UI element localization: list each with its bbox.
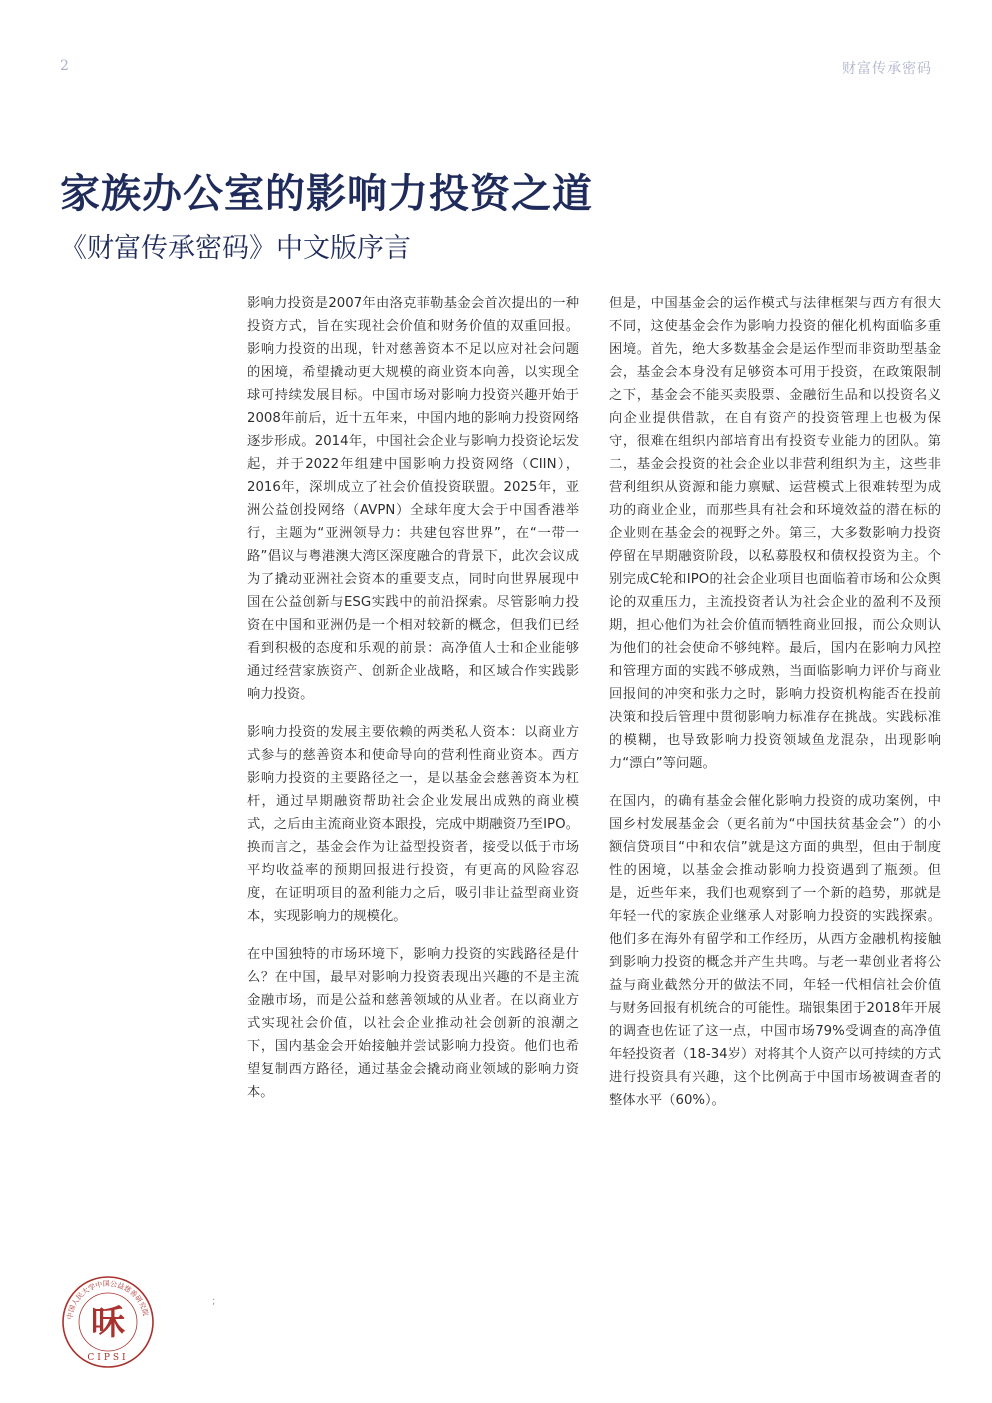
page-title: 家族办公室的影响力投资之道 [60,170,593,217]
seal-logo [60,1274,156,1370]
running-header-title: 财富传承密码 [842,61,932,77]
footnote-mark: ; [212,1296,216,1307]
seal-ring-text: 中国人民大学中国公益慈善研究院 [65,1279,150,1321]
seal-latin-text: CIPSI [87,1353,129,1363]
paragraph: 影响力投资是2007年由洛克菲勒基金会首次提出的一种投资方式，旨在实现社会价值和财务价值的双重回报。影响力投资的出现，针对慈善资本不足以应对社会问题的困境，希望撬动更大规模的商业资本向善，以实现全球可持续发展目标。中国市场对影响力投资兴趣开始于2008年前后，近十五年来，中国内地的影响力投资网络逐步形成。2014年，中国社会企业与影响力投资论坛发起，并于2022年组建中国影响力投资网络（CIIN），2016年，深圳成立了社会价值投资联盟。2025年，亚洲公益创投网络（AVPN）全球年度大会于中国香港举行，主题为“亚洲领导力：共建包容世界”，在“一带一路”倡议与粤港澳大湾区深度融合的背景下，此次会议成为了撬动亚洲社会资本的重要支点，同时向世界展现中国在公益创新与ESG实践中的前沿探索。尽管影响力投资在中国和亚洲仍是一个相对较新的概念，但我们已经看到积极的态度和乐观的前景：高净值人士和企业能够通过经营家族资产、创新企业战略，和区域合作实践影响力投资。 [247,296,579,702]
page-number: 2 [60,58,69,74]
paragraph: 在国内，的确有基金会催化影响力投资的成功案例，中国乡村发展基金会（更名前为“中国扶贫基金会”）的小额信贷项目“中和农信”就是这方面的典型，但由于制度性的困境，以基金会推动影响力投资遇到了瓶颈。但是，近些年来，我们也观察到了一个新的趋势，那就是年轻一代的家族企业继承人对影响力投资的实践探索。他们多在海外有留学和工作经历，从西方金融机构接触到影响力投资的概念并产生共鸣。与老一辈创业者将公益与商业截然分开的做法不同，年轻一代相信社会价值与财务回报有机统合的可能性。瑞银集团于2018年开展的调查也佐证了这一点，中国市场79%受调查的高净值年轻投资者（18-34岁）对将其个人资产以可持续的方式进行投资具有兴趣，这个比例高于中国市场被调查者的整体水平（60%）。 [609,794,941,1108]
left-column [247,292,579,1119]
right-column [609,292,941,1127]
seal-icon [60,1274,156,1370]
paragraph: 影响力投资的发展主要依赖的两类私人资本：以商业方式参与的慈善资本和使命导向的营利性商业资本。西方影响力投资的主要路径之一，是以基金会慈善资本为杠杆，通过早期融资帮助社会企业发展出成熟的商业模式，之后由主流商业资本跟投，完成中期融资乃至IPO。换而言之，基金会作为让益型投资者，接受以低于市场平均收益率的预期回报进行投资，有更高的风险容忍度，在证明项目的盈利能力之后，吸引非让益型商业资本，实现影响力的规模化。 [247,725,579,924]
paragraph: 但是，中国基金会的运作模式与法律框架与西方有很大不同，这使基金会作为影响力投资的催化机构面临多重困境。首先，绝大多数基金会是运作型而非资助型基金会，基金会本身没有足够资本可用于投资，在政策限制之下，基金会不能买卖股票、金融衍生品和以投资名义向企业提供借款，在自有资产的投资管理上也极为保守，很难在组织内部培育出有投资专业能力的团队。第二，基金会投资的社会企业以非营利组织为主，这些非营利组织从资源和能力禀赋、运营模式上很难转型为成功的商业企业，而那些具有社会和环境效益的潜在标的企业则在基金会的视野之外。第三，大多数影响力投资停留在早期融资阶段，以私募股权和债权投资为主。个别完成C轮和IPO的社会企业项目也面临着市场和公众舆论的双重压力，主流投资者认为社会企业的盈利不及预期，担心他们为社会价值而牺牲商业回报，而公众则认为他们的社会使命不够纯粹。最后，国内在影响力风控和管理方面的实践不够成熟，当面临影响力评价与商业回报间的冲突和张力之时，影响力投资机构能否在投前决策和投后管理中贯彻影响力标准存在挑战。实践标准的模糊，也导致影响力投资领域鱼龙混杂，出现影响力“漂白”等问题。 [609,296,941,771]
page-subtitle: 《财富传承密码》中文版序言 [60,233,411,264]
seal-center-glyph: 咊 [91,1303,125,1343]
paragraph: 在中国独特的市场环境下，影响力投资的实践路径是什么？在中国，最早对影响力投资表现出兴趣的不是主流金融市场，而是公益和慈善领域的从业者。在以商业方式实现社会价值，以社会企业推动社会创新的浪潮之下，国内基金会开始接触并尝试影响力投资。他们也希望复制西方路径，通过基金会撬动商业领域的影响力资本。 [247,947,579,1100]
